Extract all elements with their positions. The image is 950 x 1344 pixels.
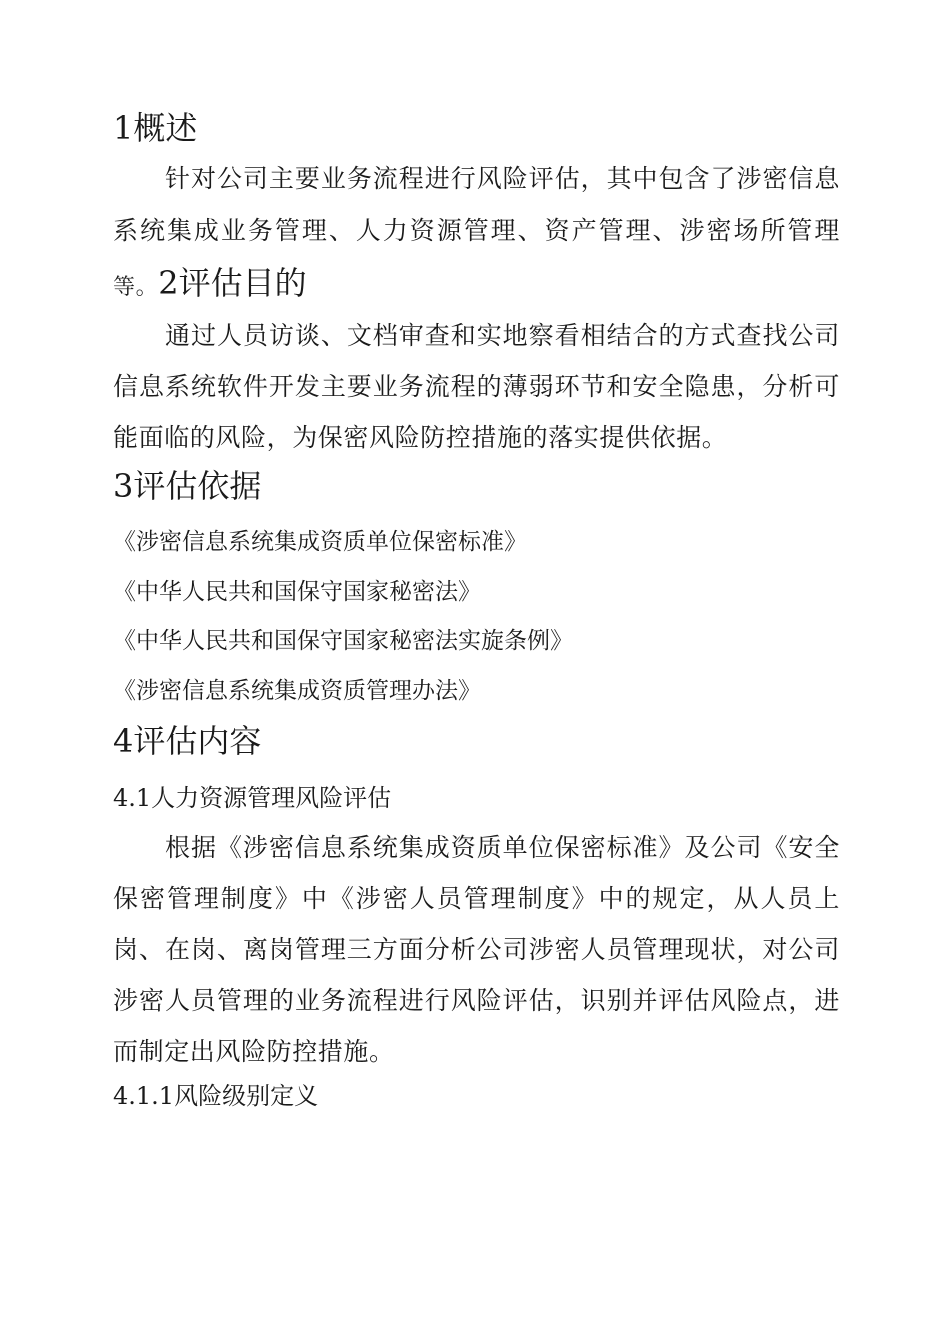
section-heading-basis: 3评估依据 [113,467,262,505]
subsection-heading-risk-level: 4.1.1风险级别定义 [113,1082,319,1110]
subsection-heading-hr: 4.1人力资源管理风险评估 [113,784,392,812]
overview-body: 针对公司主要业务流程进行风险评估，其中包含了涉密信息系统集成业务管理、人力资源管理、资产管理、涉密场所管理 [113,164,840,245]
section-heading-overview: 1概述 [113,109,198,147]
purpose-paragraph: 通过人员访谈、文档审查和实地察看相结合的方式查找公司信息系统软件开发主要业务流程的薄弱环节和安全隐患，分析可能面临的风险，为保密风险防控措施的落实提供依据。 [113,321,840,452]
overview-paragraph [113,153,840,314]
basis-ref-3: 《中华人民共和国保守国家秘密法实旋条例》 [113,628,573,654]
basis-ref-4: 《涉密信息系统集成资质管理办法》 [113,678,481,704]
basis-ref-2: 《中华人民共和国保守国家秘密法》 [113,579,481,605]
section-heading-content: 4评估内容 [113,722,262,760]
basis-ref-1: 《涉密信息系统集成资质单位保密标准》 [113,529,527,555]
section-heading-purpose: 2评估目的 [158,264,307,302]
hr-paragraph: 根据《涉密信息系统集成资质单位保密标准》及公司《安全保密管理制度》中《涉密人员管理制度》中的规定，从人员上岗、在岗、离岗管理三方面分析公司涉密人员管理现状，对公司涉密人员管理的业务流程进行风险评估，识别并评估风险点，进而制定出风险防控措施。 [113,833,840,1066]
overview-trail: 等。 [113,275,159,300]
